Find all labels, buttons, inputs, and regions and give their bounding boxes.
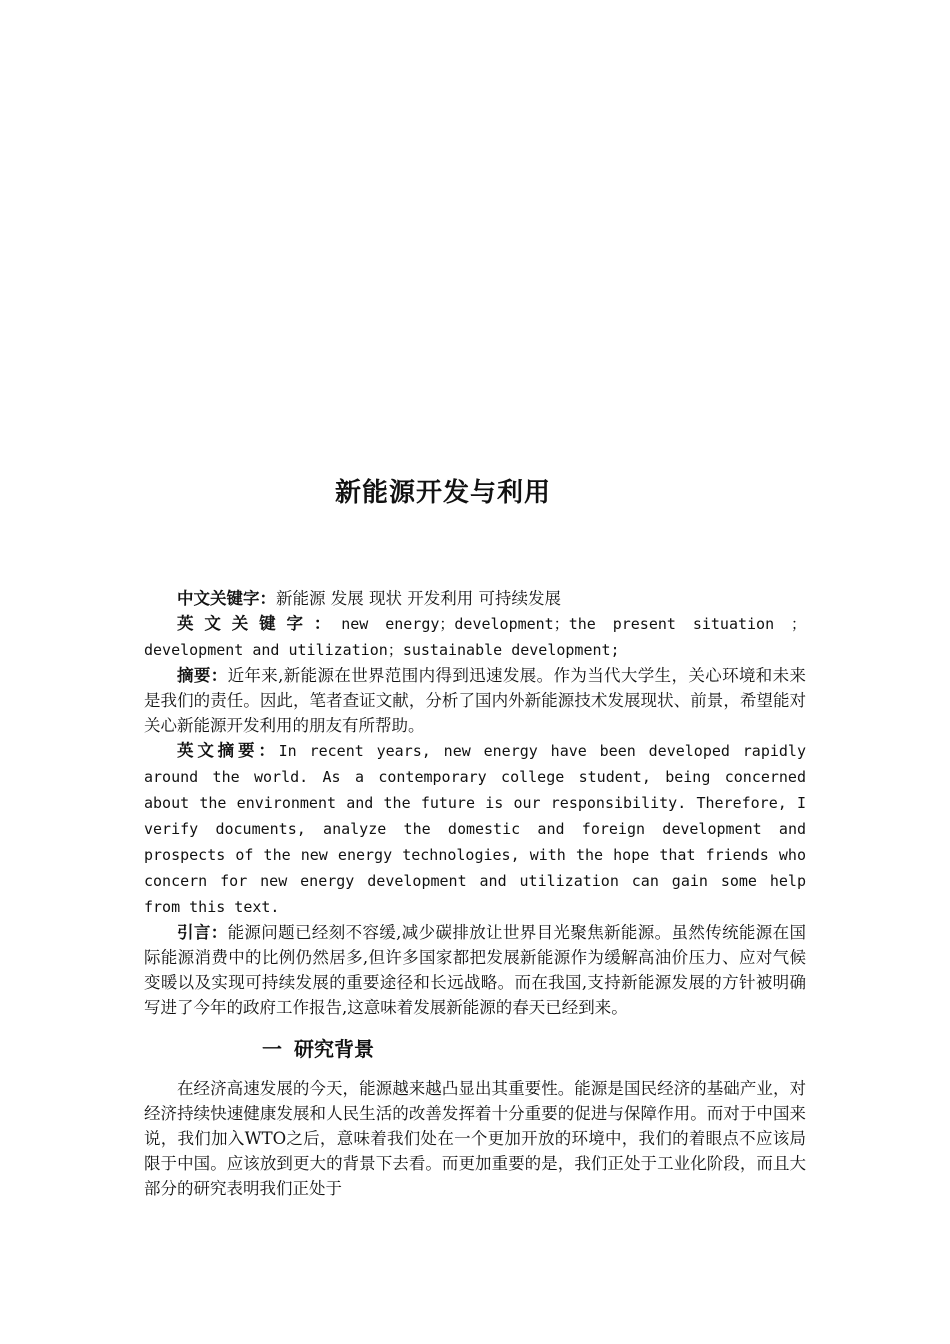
cn-keywords-text: 新能源 发展 现状 开发利用 可持续发展 (276, 589, 561, 608)
document-title: 新能源开发与利用 (334, 478, 551, 508)
introduction-paragraph (144, 920, 806, 1020)
en-abstract-label: 英文摘要： (177, 741, 279, 760)
section-title: 研究背景 (294, 1037, 374, 1061)
abstract-paragraph (144, 663, 806, 738)
section-paragraph: 在经济高速发展的今天，能源越来越凸显出其重要性。能源是国民经济的基础产业，对经济持续快速健康发展和人民生活的改善发挥着十分重要的促进与保障作用。而对于中国来说，我们加入WTO之后，意味着我们处在一个更加开放的环境中，我们的着眼点不应该局限于中国。应该放到更大的背景下去看。而更加重要的是，我们正处于工业化阶段，而且大部分的研究表明我们正处于 (144, 1079, 806, 1198)
introduction-text: 能源问题已经刻不容缓,减少碳排放让世界目光聚焦新能源。虽然传统能源在国际能源消费中的比例仍然居多,但许多国家都把发展新能源作为缓解高油价压力、应对气候变暖以及实现可持续发展的重要途径和长远战略。而在我国,支持新能源发展的方针被明确写进了今年的政府工作报告,这意味着发展新能源的春天已经到来。 (144, 923, 806, 1017)
abstract-text-before: 近年来,新能源在世界范围内得到迅速发展。作为当代大学生，关心环境和未来是我们的责任。因此，笔者查证文献， (144, 666, 806, 710)
abstract-text-after: ，希望能对关心新能源开发利用的朋友有所帮助。 (144, 691, 807, 735)
document-body (144, 586, 806, 1201)
en-keywords-label: 英文关键字： (177, 614, 342, 633)
section-number: 一 (262, 1037, 282, 1061)
en-keywords-text: new energy；development；the present situation ；development and utilization；sustainable development; (144, 615, 806, 659)
cn-keywords-label: 中文关键字： (177, 589, 276, 608)
section-heading (144, 1036, 806, 1062)
en-abstract-paragraph (144, 738, 806, 920)
en-abstract-text: In recent years, new energy have been developed rapidly around the world. As a contemporary college student, being concerned about the environment and the future is our responsibility. Therefore, I verify documents, analyze the domestic and foreign development and prospects of the new energy technologies, with the hope that friends who concern for new energy development and utilization can gain some help from this text. (144, 742, 806, 916)
abstract-label: 摘要： (177, 666, 228, 685)
en-keywords-paragraph (144, 611, 806, 663)
cn-keywords-paragraph (144, 586, 806, 611)
abstract-text-emphasis: 分析了国内外新能源技术发展现状、前景 (425, 691, 724, 710)
introduction-label: 引言： (177, 923, 228, 942)
